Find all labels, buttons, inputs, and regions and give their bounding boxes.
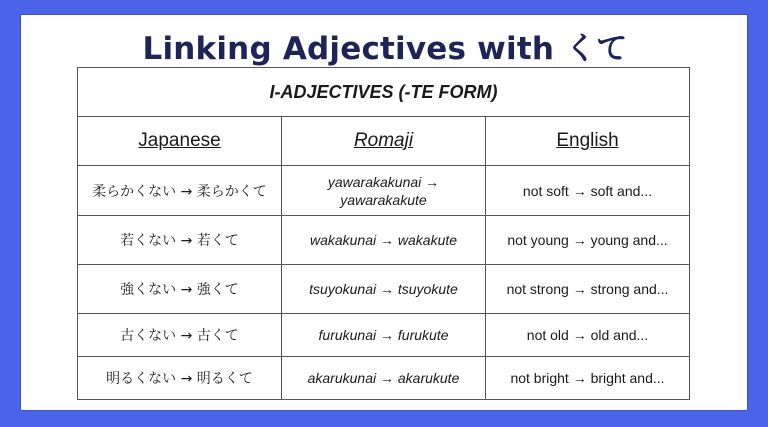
cell-romaji: tsuyokunai → tsuyokute	[282, 265, 486, 314]
cell-japanese: 若くない → 若くて	[78, 216, 282, 265]
cell-japanese: 古くない → 古くて	[78, 314, 282, 357]
adjective-table	[77, 67, 690, 400]
cell-romaji: akarukunai → akarukute	[282, 357, 486, 400]
cell-english: not old → old and...	[486, 314, 690, 357]
header-romaji: Romaji	[282, 117, 486, 166]
cell-english: not bright → bright and...	[486, 357, 690, 400]
content-card	[20, 14, 748, 411]
cell-japanese: 強くない → 強くて	[78, 265, 282, 314]
table-row	[78, 166, 690, 216]
cell-japanese: 明るくない → 明るくて	[78, 357, 282, 400]
page-title: Linking Adjectives with くて	[142, 31, 628, 67]
cell-english: not strong → strong and...	[486, 265, 690, 314]
table-row	[78, 314, 690, 357]
cell-romaji: yawarakakunai → yawarakakute	[282, 166, 486, 216]
table-row	[78, 216, 690, 265]
table-caption-row	[78, 68, 690, 117]
table-row	[78, 357, 690, 400]
header-english: English	[486, 117, 690, 166]
table-header-row	[78, 117, 690, 166]
cell-english: not soft → soft and...	[486, 166, 690, 216]
table-row	[78, 265, 690, 314]
cell-romaji: furukunai → furukute	[282, 314, 486, 357]
table-caption: I-ADJECTIVES (-TE FORM)	[78, 68, 690, 117]
header-japanese: Japanese	[78, 117, 282, 166]
cell-english: not young → young and...	[486, 216, 690, 265]
cell-japanese: 柔らかくない → 柔らかくて	[78, 166, 282, 216]
cell-romaji: wakakunai → wakakute	[282, 216, 486, 265]
